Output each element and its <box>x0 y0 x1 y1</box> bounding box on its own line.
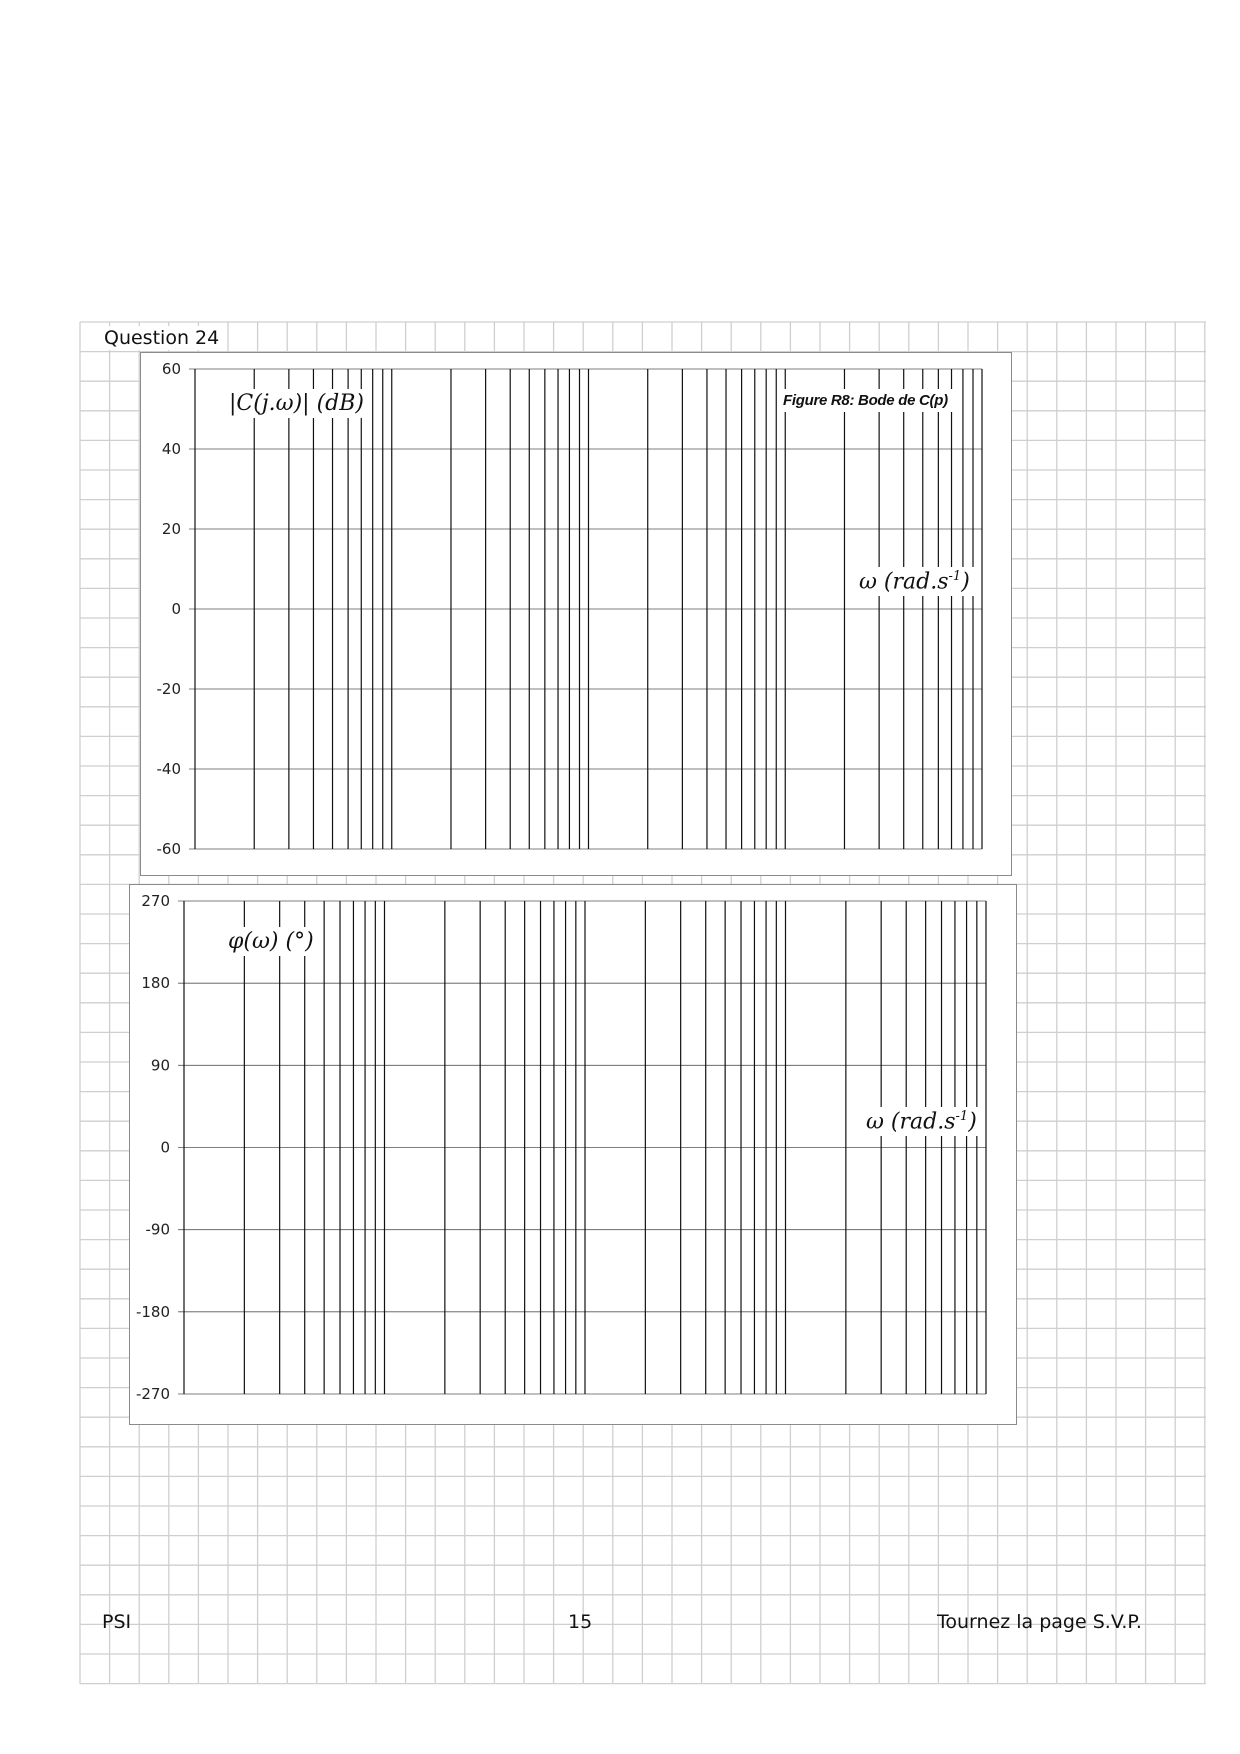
y-tick-label: -270 <box>135 1385 170 1403</box>
magnitude-x-label: ω $(rad.s^{-1})$ <box>853 567 976 596</box>
footer-page-number: 15 <box>568 1611 593 1633</box>
y-tick-label: 0 <box>171 600 181 618</box>
y-tick-label: 0 <box>160 1138 170 1157</box>
y-tick-label: -90 <box>145 1220 170 1239</box>
y-tick-label: -60 <box>156 840 181 858</box>
y-tick-label: -20 <box>156 680 181 698</box>
magnitude-y-label: |C(j.ω)| (dB) <box>223 389 370 418</box>
bode-phase-panel <box>129 884 1017 1425</box>
y-tick-label: 40 <box>161 440 181 458</box>
y-tick-label: 20 <box>161 520 181 538</box>
figure-title: Figure R8: Bode de C(p) <box>777 389 954 412</box>
y-tick-label: -180 <box>135 1302 170 1321</box>
question-title: Question 24 <box>104 327 220 349</box>
y-tick-label: 60 <box>161 360 181 378</box>
phase-x-label: ω $(rad.s^{-1})$ <box>860 1107 983 1136</box>
footer-left: PSI <box>102 1611 132 1633</box>
bode-magnitude-chart <box>141 353 1011 875</box>
y-tick-label: 270 <box>141 892 170 910</box>
phase-y-label: φ(ω) (°) <box>222 927 320 956</box>
y-tick-label: -40 <box>156 760 181 778</box>
footer-right: Tournez la page S.V.P. <box>937 1611 1142 1633</box>
bode-magnitude-panel <box>140 352 1012 876</box>
y-tick-label: 180 <box>141 974 170 993</box>
bode-phase-chart <box>130 885 1016 1424</box>
y-tick-label: 90 <box>150 1056 170 1075</box>
